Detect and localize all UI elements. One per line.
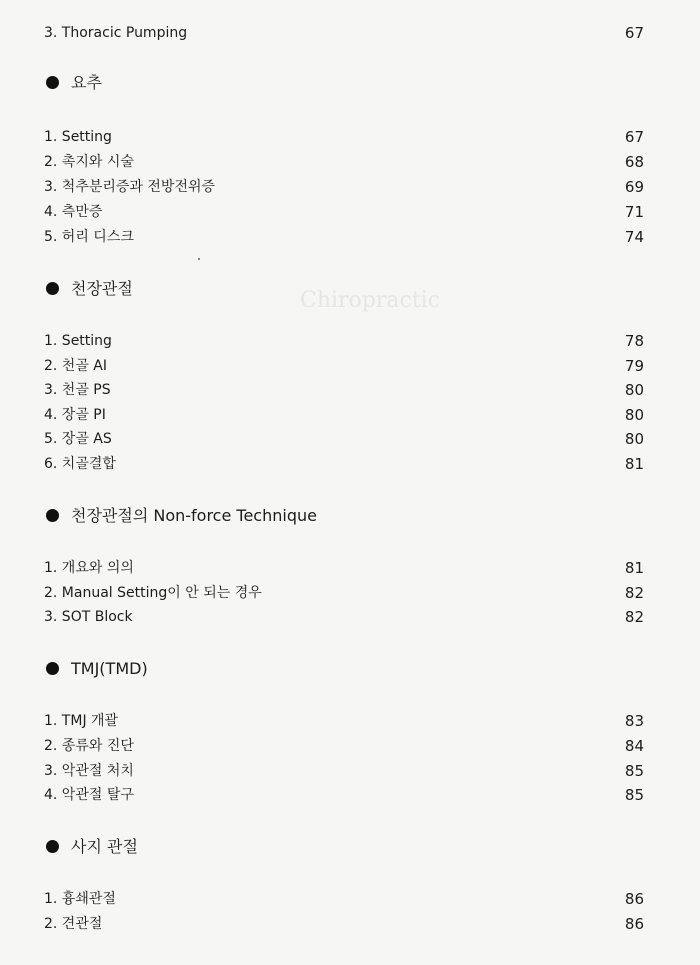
- toc-entry-label: 6. 치골결합: [44, 456, 116, 472]
- toc-entry[interactable]: [44, 735, 644, 757]
- toc-entry-page: 86: [624, 890, 644, 908]
- toc-entry-page: 80: [624, 406, 644, 424]
- toc-entry[interactable]: [44, 428, 644, 450]
- toc-entry-label: 4. 장골 PI: [44, 407, 106, 423]
- toc-entry-page: 67: [624, 128, 644, 146]
- toc-entry[interactable]: [44, 710, 644, 732]
- toc-entry[interactable]: [44, 330, 644, 352]
- toc-entry[interactable]: [44, 201, 644, 223]
- toc-entry-page: 74: [624, 228, 644, 246]
- show-through-text: Chiropractic: [300, 288, 441, 313]
- toc-entry-page: 80: [624, 381, 644, 399]
- toc-entry[interactable]: [44, 226, 644, 248]
- toc-entry-label: 4. 악관절 탈구: [44, 787, 134, 803]
- toc-entry-label: 3. 척추분리증과 전방전위증: [44, 179, 216, 195]
- section-heading-label: 천장관절: [71, 279, 133, 298]
- toc-entry-label: 5. 장골 AS: [44, 431, 112, 447]
- toc-entry-label: 2. 종류와 진단: [44, 738, 134, 754]
- toc-entry-label: 3. Thoracic Pumping: [44, 25, 188, 41]
- toc-entry[interactable]: [44, 151, 644, 173]
- stray-dot: [198, 258, 200, 260]
- toc-entry[interactable]: [44, 760, 644, 782]
- toc-entry-page: 78: [624, 332, 644, 350]
- section-heading-label: 천장관절의 Non-force Technique: [71, 506, 317, 525]
- section-heading: [46, 70, 102, 96]
- section-heading: [46, 503, 317, 529]
- toc-entry[interactable]: [44, 888, 644, 910]
- toc-entry[interactable]: [44, 784, 644, 806]
- toc-entry-label: 1. Setting: [44, 333, 112, 349]
- toc-entry-label: 5. 허리 디스크: [44, 229, 134, 245]
- toc-entry-page: 85: [624, 786, 644, 804]
- bullet-icon: [46, 282, 59, 295]
- toc-entry-page: 84: [624, 737, 644, 755]
- toc-entry-label: 4. 측만증: [44, 204, 103, 220]
- toc-entry-page: 83: [624, 712, 644, 730]
- bullet-icon: [46, 509, 59, 522]
- toc-entry-page: 82: [624, 608, 644, 626]
- section-heading-label: 사지 관절: [71, 837, 138, 856]
- toc-entry[interactable]: [44, 176, 644, 198]
- section-heading-label: TMJ(TMD): [71, 659, 148, 678]
- toc-entry-label: 3. SOT Block: [44, 609, 133, 625]
- bullet-icon: [46, 840, 59, 853]
- toc-entry-label: 2. Manual Setting이 안 되는 경우: [44, 585, 262, 601]
- toc-entry-label: 3. 천골 PS: [44, 382, 111, 398]
- toc-entry-page: 79: [624, 357, 644, 375]
- toc-entry-label: 1. 개요와 의의: [44, 560, 134, 576]
- toc-entry[interactable]: [44, 379, 644, 401]
- toc-entry-page: 81: [624, 455, 644, 473]
- toc-entry-label: 2. 견관절: [44, 916, 103, 932]
- toc-entry-label: 3. 악관절 처치: [44, 763, 134, 779]
- section-heading: [46, 276, 133, 302]
- toc-entry-page: 86: [624, 915, 644, 933]
- toc-entry[interactable]: [44, 126, 644, 148]
- bullet-icon: [46, 662, 59, 675]
- toc-entry-label: 2. 천골 AI: [44, 358, 108, 374]
- toc-entry-label: 1. TMJ 개괄: [44, 713, 119, 729]
- toc-entry[interactable]: [44, 404, 644, 426]
- section-heading: [46, 656, 148, 682]
- toc-entry-page: 71: [624, 203, 644, 221]
- toc-entry[interactable]: [44, 913, 644, 935]
- toc-entry[interactable]: [44, 582, 644, 604]
- toc-entry-page: 82: [624, 584, 644, 602]
- toc-entry-page: 67: [624, 24, 644, 42]
- toc-entry-page: 80: [624, 430, 644, 448]
- toc-entry[interactable]: [44, 606, 644, 628]
- section-heading: [46, 834, 138, 860]
- section-heading-label: 요추: [71, 73, 102, 92]
- toc-entry-label: 2. 촉지와 시술: [44, 154, 134, 170]
- toc-entry-label: 1. 흉쇄관절: [44, 891, 116, 907]
- toc-entry[interactable]: [44, 22, 644, 44]
- toc-entry[interactable]: [44, 453, 644, 475]
- toc-entry[interactable]: [44, 355, 644, 377]
- toc-entry-label: 1. Setting: [44, 129, 112, 145]
- toc-entry-page: 68: [624, 153, 644, 171]
- toc-entry-page: 81: [624, 559, 644, 577]
- toc-entry-page: 69: [624, 178, 644, 196]
- bullet-icon: [46, 76, 59, 89]
- toc-entry[interactable]: [44, 557, 644, 579]
- toc-entry-page: 85: [624, 762, 644, 780]
